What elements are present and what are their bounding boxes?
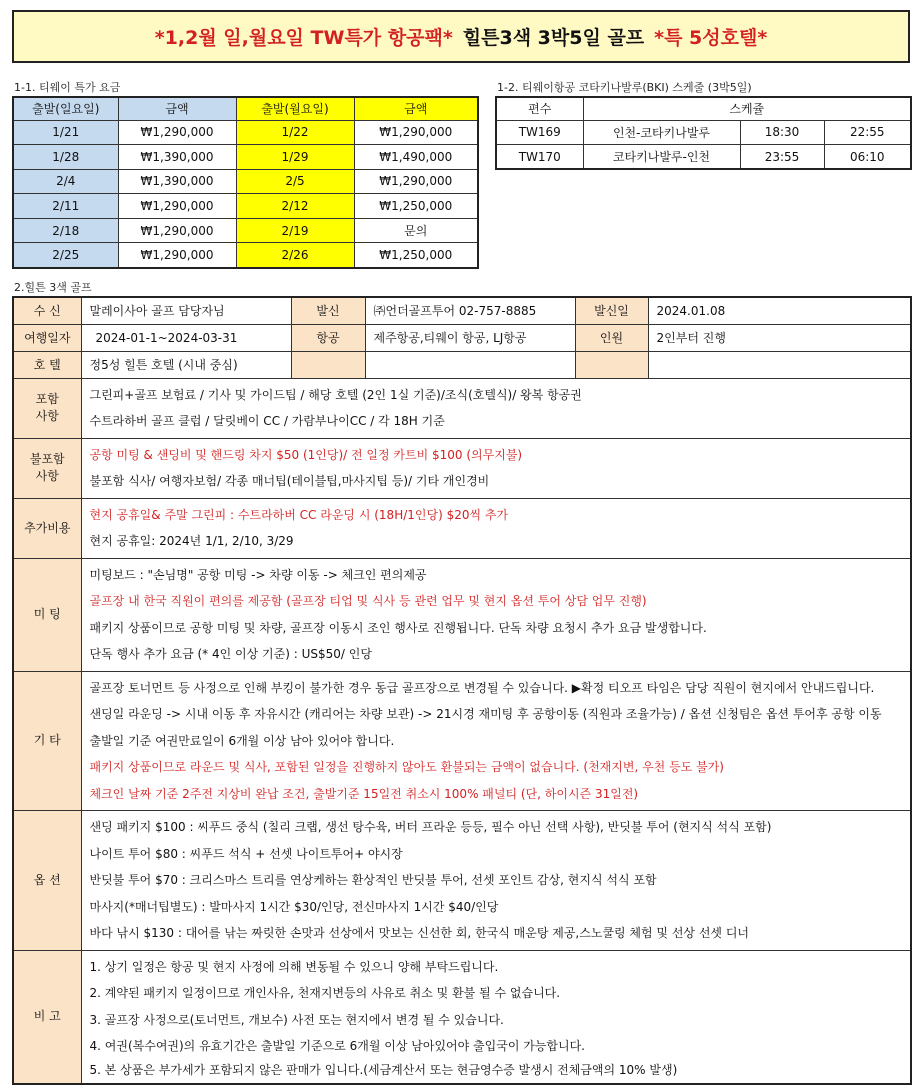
people-value: 2인부터 진행 (648, 324, 911, 351)
fare-cell: 1/29 (236, 145, 354, 170)
fare-cell: 2/5 (236, 169, 354, 194)
table-row (13, 120, 478, 145)
schedule-cell: TW169 (496, 120, 583, 145)
schedule-cell: 22:55 (824, 120, 911, 145)
fare-cell: 1/21 (13, 120, 118, 145)
fare-cell: ₩1,290,000 (118, 120, 236, 145)
etc-line: 골프장 토너먼트 등 사정으로 인해 부킹이 불가한 경우 동급 골프장으로 변경될 수 있습니다. ▶확정 티오프 타임은 담당 직원이 현지에서 안내드립니다. (89, 680, 875, 695)
fare-caption: 1-1. 티웨이 특가 요금 (14, 81, 121, 94)
table-row (13, 324, 911, 351)
sender-value: ㈜언더골프투어 02-757-8885 (365, 297, 575, 324)
extra-cost-line-red: 현지 공휴일& 주말 그린피 : 수트라하버 CC 라운딩 시 (18H/1인당) $20씩 추가 (89, 507, 509, 522)
schedule-cell: 코타키나발루-인천 (583, 145, 740, 170)
excluded-body (81, 438, 911, 498)
fare-header-monday: 출발(월요일) (236, 97, 354, 120)
table-row (13, 169, 478, 194)
fare-cell: ₩1,490,000 (354, 145, 478, 170)
note-line: 3. 골프장 사정으로(토너먼트, 개보수) 사전 또는 현지에서 변경 될 수 있습니다. (89, 1012, 504, 1027)
fare-cell: 문의 (354, 218, 478, 243)
schedule-cell: 인천-코타키나발루 (583, 120, 740, 145)
hotel-label: 호 텔 (13, 351, 81, 378)
etc-label: 기 타 (13, 671, 81, 811)
sender-label: 발신 (291, 297, 365, 324)
airline-label: 항공 (291, 324, 365, 351)
extra-cost-line: 현지 공휴일: 2024년 1/1, 2/10, 3/29 (89, 534, 294, 548)
table-row (13, 351, 911, 378)
extra-cost-label: 추가비용 (13, 498, 81, 558)
period-value: 2024-01-1~2024-03-31 (81, 324, 291, 351)
empty-cell (575, 351, 648, 378)
options-section (13, 811, 911, 951)
table-row (496, 145, 911, 170)
included-label-line: 사항 (35, 409, 59, 423)
meeting-line: 패키지 상품이므로 공항 미팅 및 차량, 골프장 이동시 조인 행사로 진행됩니다. 단독 차량 요청시 추가 요금 발생합니다. (89, 620, 707, 635)
empty-cell (648, 351, 911, 378)
meeting-body (81, 558, 911, 671)
note-line: 1. 상기 일정은 항공 및 현지 사정에 의해 변동될 수 있으니 양해 부탁드립니다. (89, 959, 499, 974)
fare-cell: ₩1,390,000 (118, 169, 236, 194)
extra-cost-body (81, 498, 911, 558)
date-label: 발신일 (575, 297, 648, 324)
fare-cell: 2/19 (236, 218, 354, 243)
fare-cell: 2/4 (13, 169, 118, 194)
meeting-line: 미팅보드 : "손님명" 공항 미팅 -> 차량 이동 -> 체크인 편의제공 (89, 567, 427, 582)
included-section (13, 378, 911, 438)
etc-body (81, 671, 911, 811)
options-body (81, 811, 911, 951)
empty-cell (291, 351, 365, 378)
option-line: 반딧불 투어 $70 : 크리스마스 트리를 연상케하는 환상적인 반딧불 투어, 선셋 포인트 감상, 현지식 석식 포함 (89, 873, 657, 887)
schedule-header-schedule: 스케쥴 (583, 97, 911, 120)
excluded-line: 불포함 식사/ 여행자보험/ 각종 매너팁(테이블팁,마사지팁 등)/ 기타 개인경비 (89, 474, 490, 488)
golf-info-table (12, 296, 912, 1085)
schedule-table (495, 96, 912, 170)
recipient-value: 말레이사아 골프 담당자님 (81, 297, 291, 324)
option-line: 샌딩 패키지 $100 : 씨푸드 중식 (칠리 크랩, 생선 탕수육, 버터 프라운 등등, 필수 아닌 선택 사항), 반딧불 투어 (현지식 석식 포함) (89, 820, 772, 834)
people-label: 인원 (575, 324, 648, 351)
empty-cell (365, 351, 575, 378)
etc-line: 출발일 기준 여권만료일이 6개월 이상 남아 있어야 합니다. (89, 733, 395, 748)
included-label (13, 378, 81, 438)
excluded-section (13, 438, 911, 498)
fare-cell: ₩1,390,000 (118, 145, 236, 170)
schedule-cell: 06:10 (824, 145, 911, 170)
fare-cell: 1/28 (13, 145, 118, 170)
golf-caption: 2.힐튼 3색 골프 (14, 281, 92, 294)
fare-cell: ₩1,290,000 (118, 194, 236, 219)
excluded-line-red: 공항 미팅 & 샌딩비 및 핸드링 차지 $50 (1인당)/ 전 일정 카트비 $100 (의무지불) (89, 447, 523, 462)
schedule-cell: 23:55 (740, 145, 824, 170)
meeting-section (13, 558, 911, 671)
included-line: 수트라하버 골프 클럽 / 달릿베이 CC / 가람부나이CC / 각 18H 기준 (89, 414, 445, 428)
schedule-cell: 18:30 (740, 120, 824, 145)
title-banner (12, 10, 910, 63)
fare-cell: ₩1,290,000 (354, 120, 478, 145)
fare-cell: ₩1,290,000 (118, 218, 236, 243)
fare-cell: ₩1,250,000 (354, 243, 478, 268)
fare-header-row (13, 97, 478, 120)
included-body (81, 378, 911, 438)
etc-section (13, 671, 911, 811)
option-line: 바다 낚시 $130 : 대어를 낚는 짜릿한 손맛과 선상에서 맛보는 신선한 회, 한국식 매운탕 제공,스노쿨링 체험 및 선상 선셋 디너 (89, 926, 750, 940)
notes-body (81, 950, 911, 1084)
included-line: 그린피+골프 보험료 / 기사 및 가이드팁 / 해당 호텔 (2인 1실 기준)/조식(호텔식)/ 왕복 항공권 (89, 387, 582, 402)
schedule-caption: 1-2. 티웨이항공 코타키나발루(BKI) 스케줄 (3박5일) (497, 81, 752, 94)
schedule-cell: TW170 (496, 145, 583, 170)
table-row (13, 145, 478, 170)
period-label: 여행일자 (13, 324, 81, 351)
fare-cell: 1/22 (236, 120, 354, 145)
excluded-label (13, 438, 81, 498)
note-line: 5. 본 상품은 부가세가 포함되지 않은 판매가 입니다.(세금계산서 또는 현금영수증 발생시 전체금액의 10% 발생) (89, 1062, 678, 1077)
date-value: 2024.01.08 (648, 297, 911, 324)
note-line: 2. 계약된 패키지 일정이므로 개인사유, 천재지변등의 사유로 취소 및 환불 될 수 없습니다. (89, 986, 561, 1000)
option-line: 나이트 투어 $80 : 씨푸드 석식 + 선셋 나이트투어+ 야시장 (89, 846, 403, 861)
fare-cell: 2/11 (13, 194, 118, 219)
schedule-header-flight: 편수 (496, 97, 583, 120)
table-row (496, 120, 911, 145)
fare-cell: 2/25 (13, 243, 118, 268)
banner-promo: *1,2월 일,월요일 TW특가 항공팩* (154, 27, 453, 49)
table-row (13, 218, 478, 243)
fare-cell: 2/12 (236, 194, 354, 219)
excluded-label-line: 불포함 (29, 452, 65, 466)
note-line: 4. 여권(복수여권)의 유효기간은 출발일 기준으로 6개월 이상 남아있어야 출입국이 가능합니다. (89, 1039, 585, 1053)
fare-cell: 2/26 (236, 243, 354, 268)
fare-header-sunday: 출발(일요일) (13, 97, 118, 120)
airline-value: 제주항공,티웨이 항공, LJ항공 (365, 324, 575, 351)
options-label: 옵 션 (13, 811, 81, 951)
fare-cell: 2/18 (13, 218, 118, 243)
notes-label: 비 고 (13, 950, 81, 1084)
recipient-label: 수 신 (13, 297, 81, 324)
fare-header-price: 금액 (118, 97, 236, 120)
fare-cell: ₩1,290,000 (354, 169, 478, 194)
fare-cell: ₩1,250,000 (354, 194, 478, 219)
banner-product: 힐튼3색 3박5일 골프 (462, 27, 645, 49)
etc-line: 샌딩일 라운딩 -> 시내 이동 후 자유시간 (캐리어는 차량 보관) -> 21시경 재미팅 후 공항이동 (직원과 조율가능) / 옵션 신청팀은 옵션 투어후 공항 이동 (89, 707, 882, 721)
etc-line-red: 패키지 상품이므로 라운드 및 식사, 포함된 일정을 진행하지 않아도 환불되는 금액이 없습니다. (천재지변, 우천 등도 불가) (89, 760, 724, 774)
extra-cost-section (13, 498, 911, 558)
notes-section (13, 950, 911, 1084)
fare-table (12, 96, 479, 269)
fare-header-price: 금액 (354, 97, 478, 120)
meeting-line-red: 골프장 내 한국 직원이 편의를 제공함 (골프장 티업 및 식사 등 관련 업무 및 현지 옵션 투어 상담 업무 진행) (89, 594, 647, 608)
etc-line-red: 체크인 날짜 기준 2주전 지상비 완납 조건, 출발기준 15일전 취소시 100% 패널티 (단, 하이시즌 31일전) (89, 786, 639, 801)
excluded-label-line: 사항 (35, 469, 59, 483)
table-row (13, 297, 911, 324)
meeting-line: 단독 행사 추가 요금 (* 4인 이상 기준) : US$50/ 인당 (89, 647, 372, 661)
included-label-line: 포함 (35, 392, 59, 406)
meeting-label: 미 팅 (13, 558, 81, 671)
hotel-value: 정5성 힐튼 호텔 (시내 중심) (81, 351, 291, 378)
schedule-header-row (496, 97, 911, 120)
banner-hotel: *특 5성호텔* (654, 27, 768, 49)
fare-cell: ₩1,290,000 (118, 243, 236, 268)
table-row (13, 243, 478, 268)
table-row (13, 194, 478, 219)
option-line: 마사지(*매너팁별도) : 발마사지 1시간 $30/인당, 전신마사지 1시간 $40/인당 (89, 899, 499, 914)
